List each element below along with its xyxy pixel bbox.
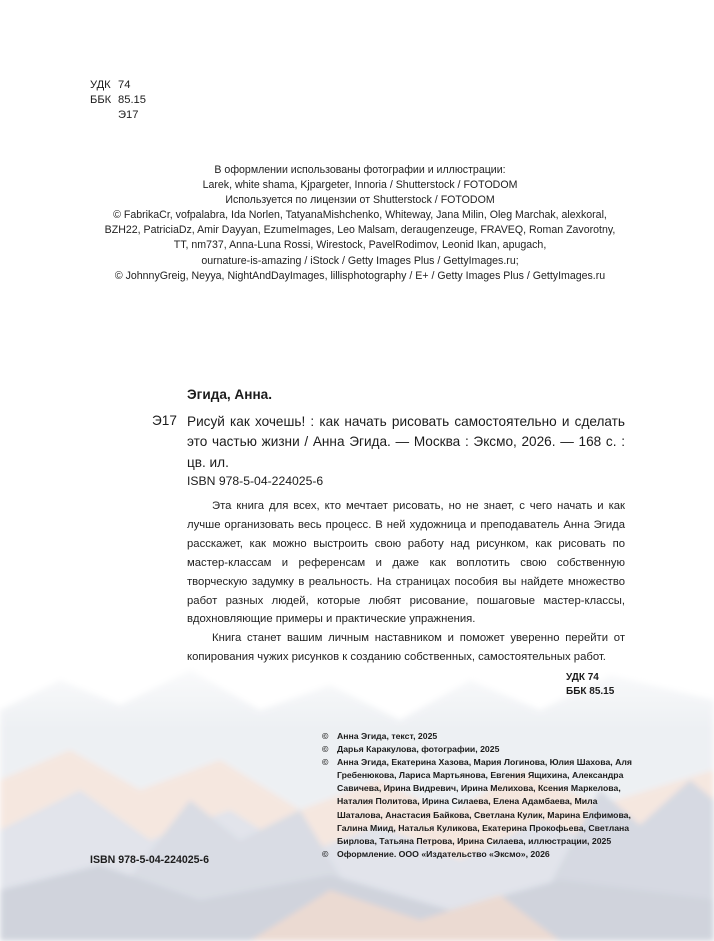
credit-line: TT, nm737, Anna-Luna Rossi, Wirestock, PavelRodimov, Leonid Ikan, apugach, [173, 239, 547, 252]
udk-value: 74 [118, 79, 131, 91]
copyright-line [322, 730, 642, 743]
credit-line: Larek, white shama, Kjpargeter, Innoria / Shutterstock / FOTODOM [202, 179, 518, 192]
annotation-paragraph: Книга станет вашим личным наставником и поможет уверенно перейти от копирования чужих рисунков к созданию собственных, самостоятельных работ. [187, 632, 625, 664]
credit-line: BZH22, PatriciaDz, Amir Dayyan, EzumeImages, Leo Malsam, deraugenzeuge, FRAVEQ, Roman Zavorotny, [104, 224, 616, 237]
bib-isbn: ISBN 978-5-04-224025-6 [187, 474, 324, 488]
copyright-line [322, 756, 642, 848]
copyright-text: Анна Эгида, Екатерина Хазова, Мария Логинова, Юлия Шахова, Аля Гребенюкова, Лариса Мартьянова, Евгения Ящихина, Александра Савичева, Ирина Видревич, Ирина Мелихова, Ксения Маркелова, Наталия Политова, Ирина Силаева, Елена Адамбаева, Мила Шаталова, Анастасия Байкова, Светлана Кулик, Марина Елфимова, Галина Миид, Наталья Куликова, Екатерина Прокофьева, Светлана Бирлова, Татьяна Петрова, Ирина Силаева, иллюстрации, 2025 [337, 757, 632, 846]
udk-row [90, 78, 146, 93]
copyright-symbol: © [322, 848, 329, 859]
copyright-symbol: © [322, 731, 329, 741]
copyright-line [322, 743, 642, 756]
credit-line: Используется по лицензии от Shutterstock / FOTODOM [225, 194, 495, 207]
photo-credits [80, 163, 640, 284]
bib-author: Эгида, Анна. [187, 387, 273, 402]
credit-line: © JohnnyGreig, Neyya, NightAndDayImages, lillisphotography / E+ / Getty Images Plus / GettyImages.ru [114, 269, 606, 282]
udk-right: УДК 74 [566, 672, 599, 683]
annotation-paragraph: Эта книга для всех, кто мечтает рисовать, но не знает, с чего начать и как лучше организовать весь процесс. В ней художница и преподаватель Анна Эгида расскажет, как можно выстроить свою работу над рисунком, как рисовать по мастер-классам и референсам и даже как воплотить свою собственную творческую задумку в реальность. На страницах пособия вы найдете множество работ разных людей, которые любят рисование, пошаговые мастер-классы, вдохновляющие примеры и практические упражнения. [187, 500, 625, 626]
copyright-text: Оформление. ООО «Издательство «Эксмо», 2026 [337, 848, 550, 859]
bbk-value: 85.15 [118, 94, 146, 106]
copyright-block [322, 730, 642, 861]
bbk-right: ББК 85.15 [566, 686, 615, 697]
credit-line: В оформлении использованы фотографии и иллюстрации: [214, 164, 506, 176]
copyright-text: Анна Эгида, текст, 2025 [337, 731, 438, 741]
copyright-symbol: © [322, 757, 329, 768]
isbn-bottom: ISBN 978-5-04-224025-6 [90, 854, 209, 866]
author-mark: Э17 [118, 109, 139, 121]
classification-right [566, 671, 614, 699]
copyright-line [322, 848, 642, 861]
author-mark-row [90, 108, 146, 123]
bbk-label: ББК [90, 94, 112, 106]
bib-description: Рисуй как хочешь! : как начать рисовать самостоятельно и сделать это частью жизни / Анна Эгида. — Москва : Эксмо, 2026. — 168 с. : цв. ил. [187, 414, 625, 470]
udk-label: УДК [90, 79, 111, 91]
classification-top [90, 78, 146, 123]
bib-code: Э17 [152, 413, 177, 428]
bbk-row [90, 93, 146, 108]
credit-line: ournature-is-amazing / iStock / Getty Images Plus / GettyImages.ru; [201, 254, 519, 267]
credit-line: © FabrikaCr, vofpalabra, Ida Norlen, TatyanaMishchenko, Whiteway, Jana Milin, Oleg Marchak, alexkoral, [113, 209, 607, 222]
copyright-text: Дарья Каракулова, фотографии, 2025 [337, 744, 500, 755]
copyright-symbol: © [322, 744, 329, 755]
annotation [187, 497, 625, 667]
